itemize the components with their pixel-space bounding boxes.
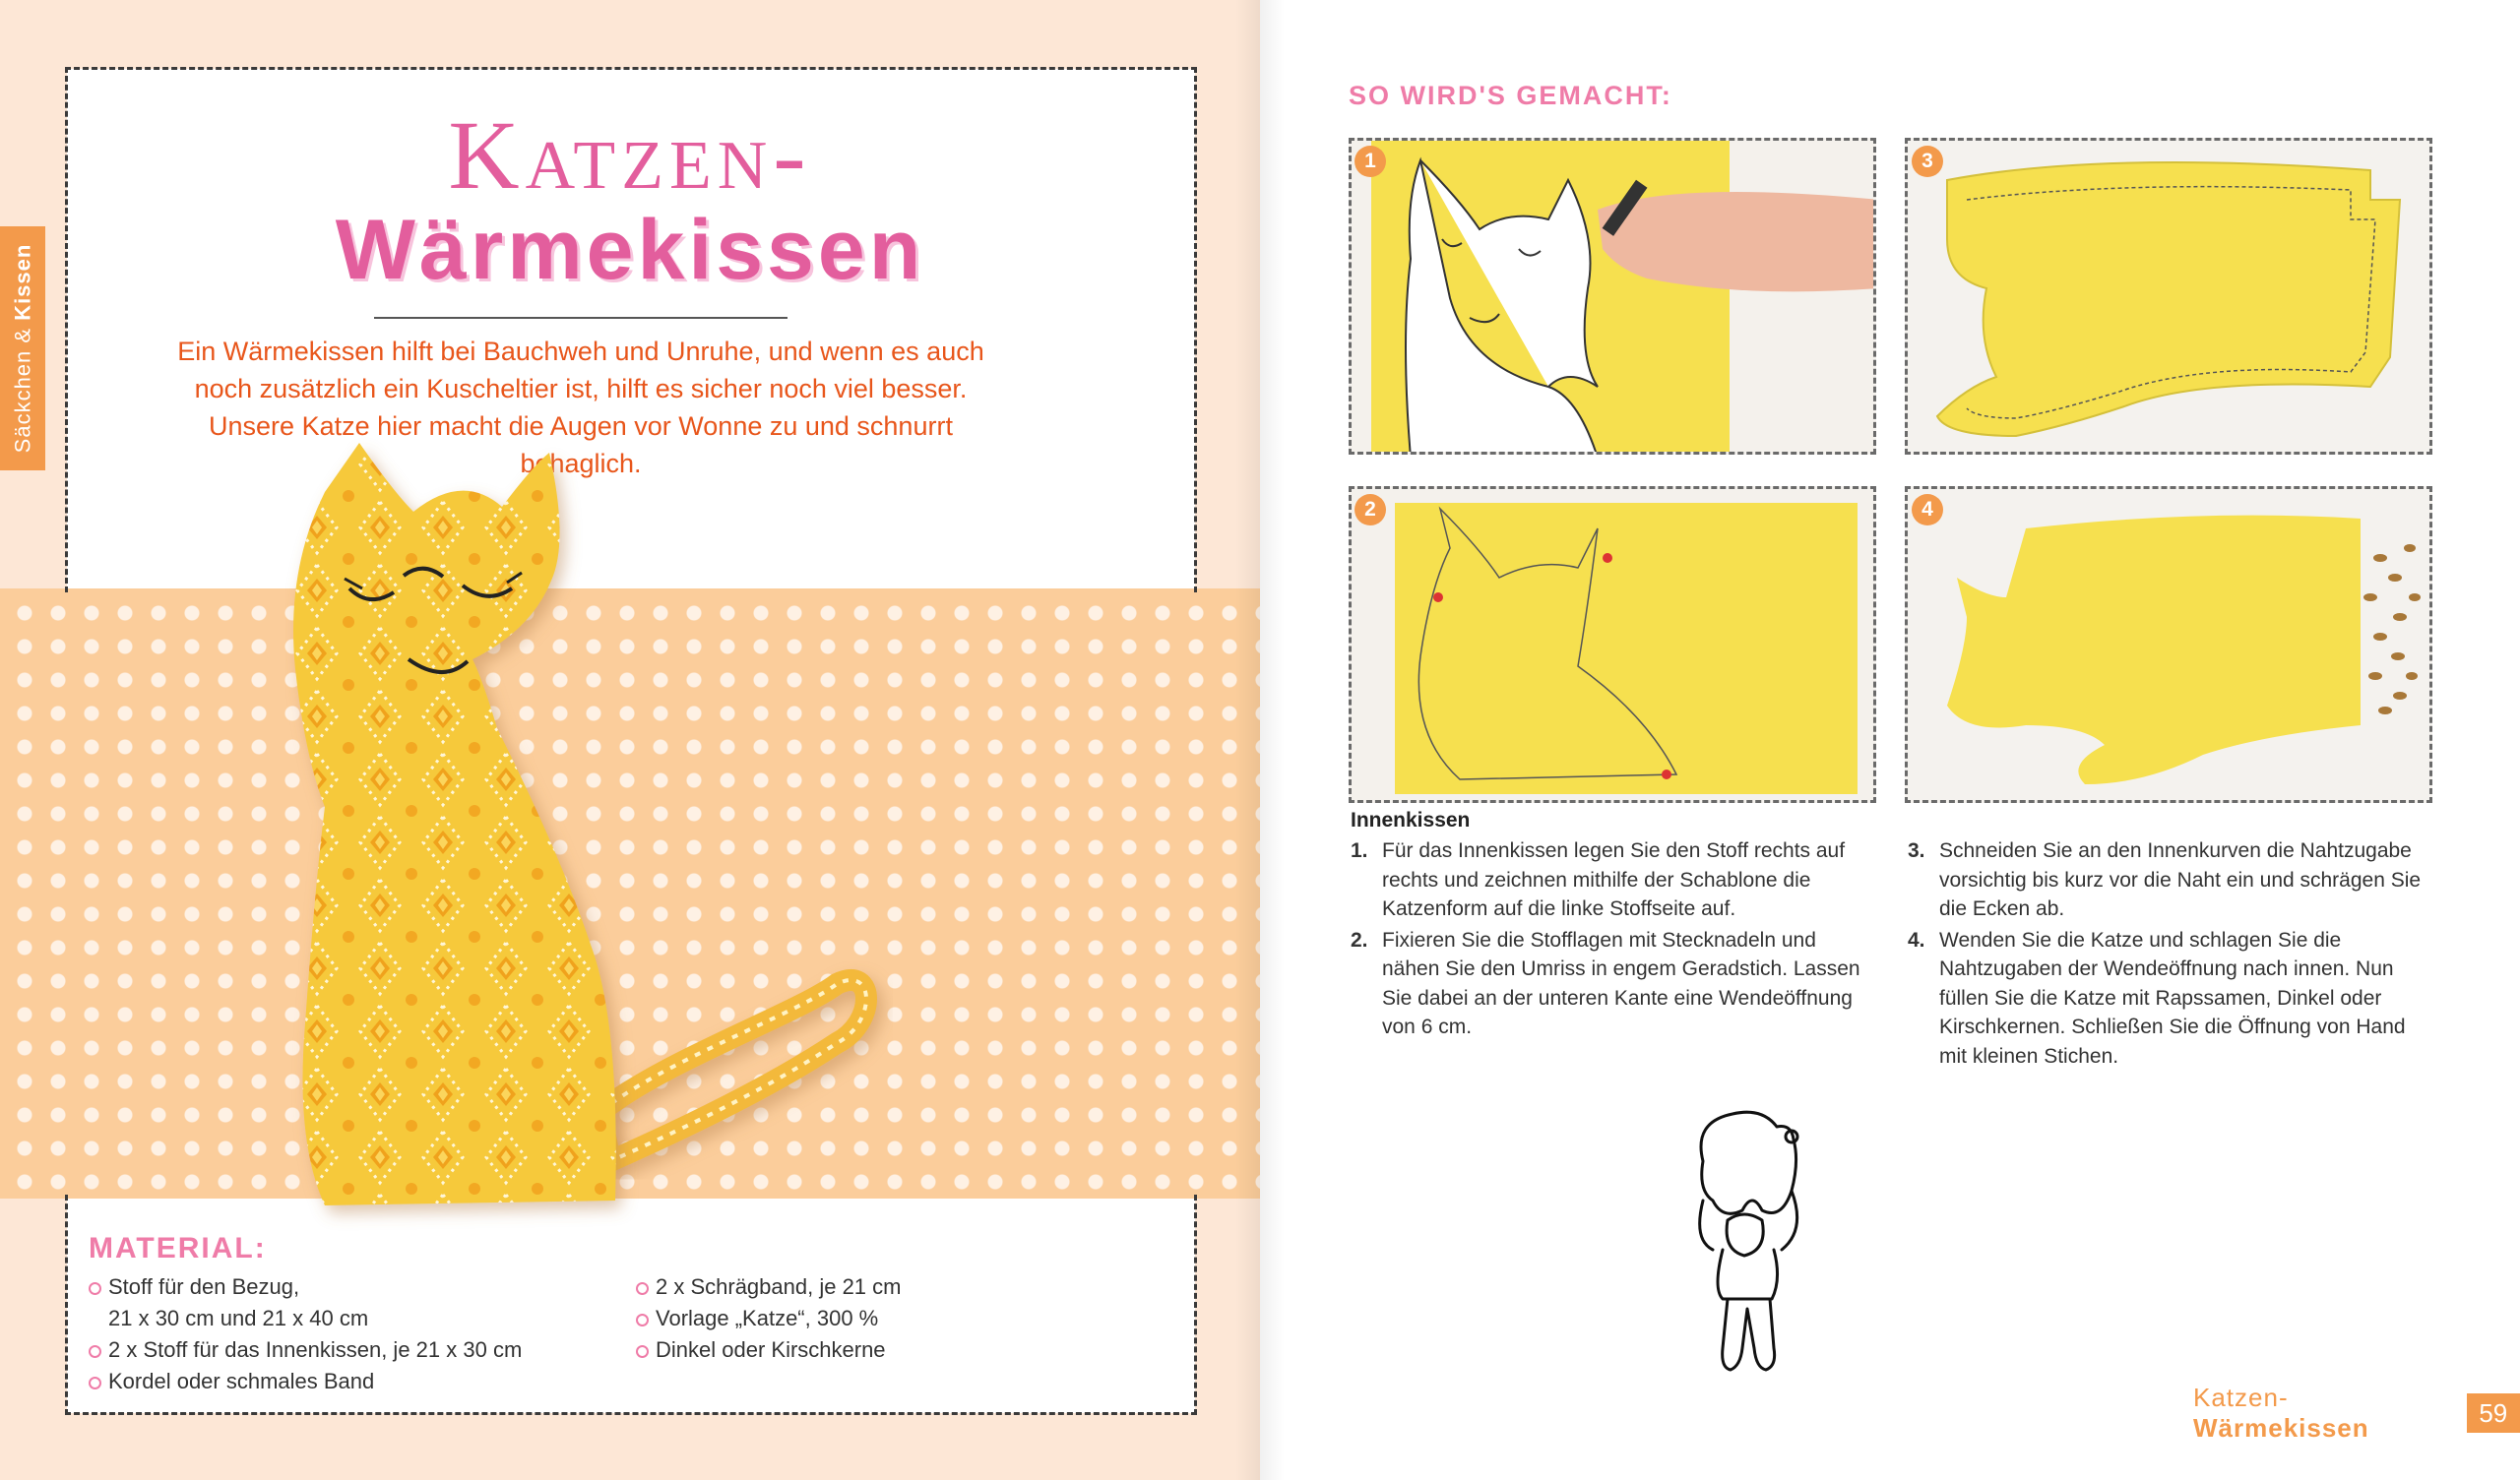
title-line-1: Katzen- (448, 100, 812, 210)
material-heading: MATERIAL: (89, 1232, 267, 1264)
material-item: Vorlage „Katze“, 300 % (636, 1303, 1049, 1334)
material-item: Stoff für den Bezug, 21 x 30 cm und 21 x 40 cm (89, 1271, 600, 1334)
step-item: 1. Für das Innenkissen legen Sie den Stoff rechts auf rechts und zeichnen mithilfe der Schablone die Katzenform auf die linke Stoffseite auf. (1351, 839, 1846, 920)
material-item: 2 x Stoff für das Innenkissen, je 21 x 30 cm (89, 1334, 600, 1366)
title-line-2: Wärmekissen (335, 203, 925, 297)
step-photo-4 (1905, 486, 2432, 803)
material-list-col2 (636, 1271, 1049, 1366)
photo-number-3: 3 (1912, 146, 1943, 177)
steps-col2 (1908, 836, 2429, 1073)
steps-col1 (1351, 836, 1862, 1044)
step-item: 3. Schneiden Sie an den Innenkurven die Nahtzugabe vorsichtig bis kurz vor die Naht ein und schrägen Sie die Ecken ab. (1908, 839, 2422, 920)
material-list-col1 (89, 1271, 600, 1397)
step-photo-3 (1905, 138, 2432, 455)
page-footer (2193, 1383, 2520, 1443)
step-item: 2. Fixieren Sie die Stofflagen mit Stecknadeln und nähen Sie den Umriss in engem Geradstich. Lassen Sie dabei an der unteren Kante eine Wendeöffnung von 6 cm. (1351, 928, 1860, 1038)
page-number: 59 (2467, 1393, 2520, 1433)
instructions-heading: SO WIRD'S GEMACHT: (1349, 81, 1672, 110)
book-gutter (1235, 0, 1285, 1480)
photo-number-2: 2 (1354, 494, 1386, 525)
material-item: Dinkel oder Kirschkerne (636, 1334, 1049, 1366)
section-heading-innenkissen: Innenkissen (1351, 809, 1471, 832)
photo-number-4: 4 (1912, 494, 1943, 525)
cat-doodle-illustration (1683, 1102, 1811, 1388)
step-item: 4. Wenden Sie die Katze und schlagen Sie die Nahtzugaben der Wendeöffnung nach innen. Nun füllen Sie die Katze mit Rapssamen, Dinkel oder Kirschkernen. Schließen Sie die Öffnung von Hand mit kleinen Stichen. (1908, 928, 2406, 1068)
photo-number-1: 1 (1354, 146, 1386, 177)
tail-loop (600, 980, 866, 1161)
side-tab-label: Säckchen & Kissen (10, 243, 34, 454)
title-divider (374, 317, 788, 319)
intro-text: Ein Wärmekissen hilft bei Bauchweh und Unruhe, und wenn es auch noch zusätzlich ein Kuscheltier ist, hilft es sicher noch viel besser. Unsere Katze hier macht die Augen vor Wonne zu und schnurrt behaglich. (177, 337, 984, 478)
footer-title: Katzen-Wärmekissen (2193, 1383, 2369, 1443)
step-photo-1 (1349, 138, 1876, 455)
material-item: 2 x Schrägband, je 21 cm (636, 1271, 1049, 1303)
cat-pillow-photo (285, 433, 1250, 1269)
step-photo-2 (1349, 486, 1876, 803)
material-item: Kordel oder schmales Band (89, 1366, 600, 1397)
